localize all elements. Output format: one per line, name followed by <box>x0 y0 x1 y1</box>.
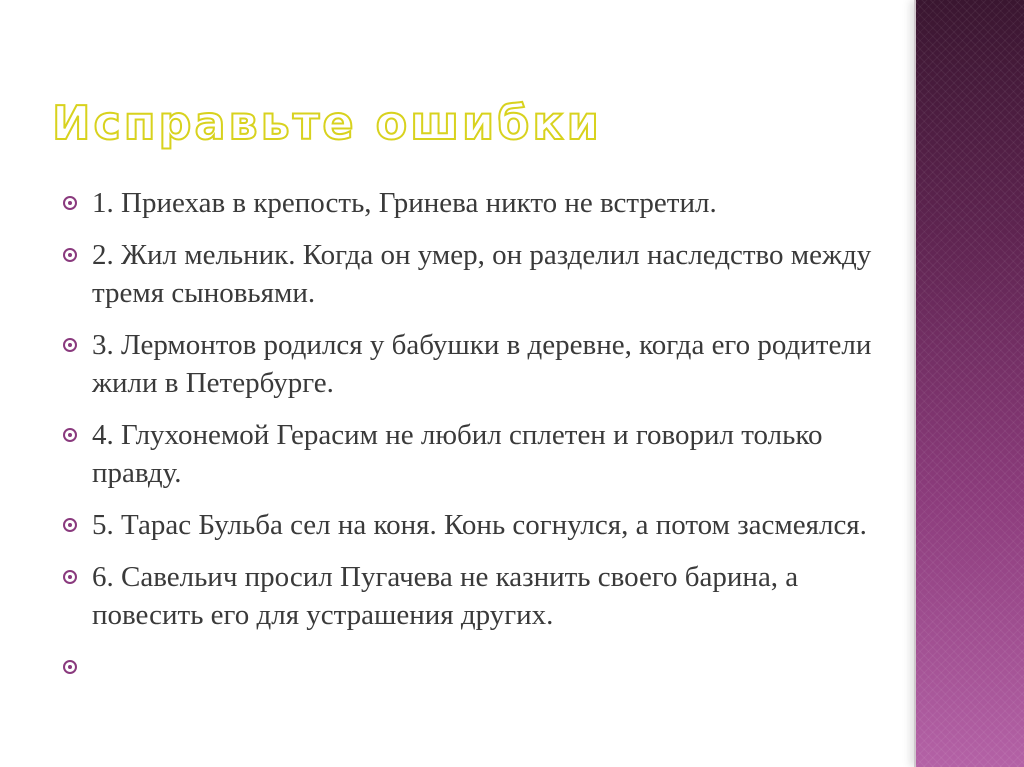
list-item <box>60 416 880 492</box>
list-item <box>60 184 880 222</box>
bullet-text: 6. Савельич просил Пугачева не казнить своего барина, а повесить его для устрашения других. <box>92 561 799 631</box>
list-item <box>60 558 880 634</box>
circle-bullet-icon <box>63 338 77 352</box>
bullet-text: 2. Жил мельник. Когда он умер, он разделил наследство между тремя сыновьями. <box>92 239 872 309</box>
list-item <box>60 506 880 544</box>
bullet-text <box>92 648 880 686</box>
circle-bullet-icon <box>63 248 77 262</box>
circle-bullet-icon <box>63 570 77 584</box>
bullet-text: 1. Приехав в крепость, Гринева никто не встретил. <box>92 187 717 219</box>
bullet-text: 4. Глухонемой Герасим не любил сплетен и говорил только правду. <box>92 419 823 489</box>
slide-title: Исправьте ошибки <box>52 96 602 150</box>
bullet-text: 3. Лермонтов родился у бабушки в деревне, когда его родители жили в Петербурге. <box>92 329 872 399</box>
bullet-text: 5. Тарас Бульба сел на коня. Конь согнулся, а потом засмеялся. <box>92 509 867 541</box>
list-item-empty <box>60 648 880 686</box>
list-item <box>60 326 880 402</box>
decorative-side-panel <box>914 0 1024 767</box>
list-item <box>60 236 880 312</box>
circle-bullet-icon <box>63 428 77 442</box>
bullet-list <box>60 184 880 700</box>
circle-bullet-icon <box>63 518 77 532</box>
circle-bullet-icon <box>63 196 77 210</box>
circle-bullet-icon <box>63 660 77 674</box>
